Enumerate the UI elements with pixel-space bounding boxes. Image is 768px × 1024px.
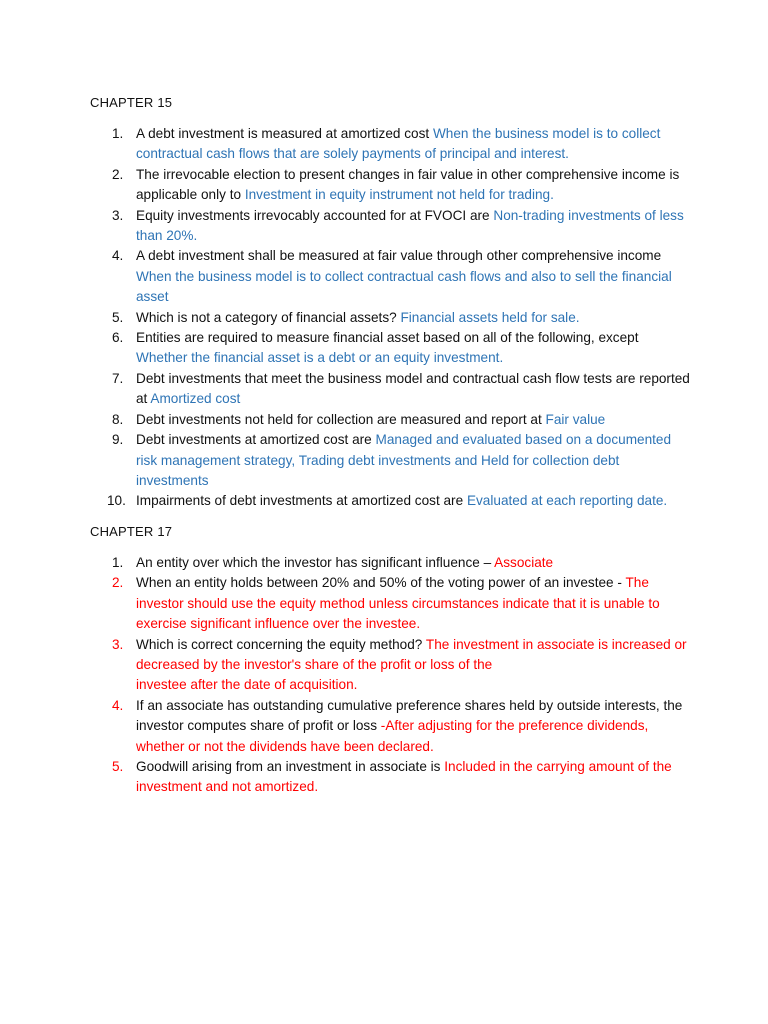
question-text: An entity over which the investor has significant influence – <box>136 555 495 570</box>
item-number: 6. <box>112 330 124 346</box>
item-number: 3. <box>112 636 124 652</box>
item-number: 4. <box>112 697 124 713</box>
list-item <box>90 696 690 757</box>
item-number: 2. <box>112 575 124 591</box>
answer-text: Evaluated at each reporting date. <box>466 493 668 509</box>
list-item <box>90 369 690 410</box>
question-text: Debt investments that meet the business model and contractual cash flow tests are reported at <box>136 370 690 407</box>
item-number: 1. <box>112 126 124 141</box>
answer-text: When the business model is to collect contractual cash flows and also to sell the financial asset <box>136 268 672 305</box>
list-item <box>90 757 690 798</box>
question-text: When an entity holds between 20% and 50% of the voting power of an investee - <box>136 575 626 591</box>
list-item <box>90 165 690 206</box>
answer-text: Whether the financial asset is a debt or an equity investment. <box>136 350 504 366</box>
list-item <box>90 206 690 247</box>
question-text: Equity investments irrevocably accounted for at FVOCI are <box>136 207 494 223</box>
question-text: Entities are required to measure financial asset based on all of the following, except <box>136 330 639 346</box>
item-number: 8. <box>112 411 124 427</box>
answer-text: -After adjusting for the preference dividends, whether or not the dividends have been declared. <box>136 718 649 754</box>
list-item <box>90 124 690 165</box>
question-text: The irrevocable election to present changes in fair value in other comprehensive income is applicable only to <box>136 166 680 203</box>
question-text: Goodwill arising from an investment in associate is <box>136 759 445 775</box>
answer-text: When the business model is to collect contractual cash flows that are solely payments of principal and interest. <box>136 126 661 162</box>
answer-text: Amortized cost <box>150 391 241 407</box>
item-number: 3. <box>112 207 124 223</box>
list-item <box>90 328 690 369</box>
answer-text: Associate <box>494 555 554 570</box>
list-item <box>90 573 690 634</box>
item-number: 10. <box>107 493 126 509</box>
answer-text: The investment in associate is increased or decreased by the investor's share of the profit or loss of the <box>136 636 687 673</box>
answer-text: Investment in equity instrument not held for trading. <box>244 187 554 203</box>
list-item <box>90 410 690 430</box>
item-number: 5. <box>112 309 124 325</box>
chapter-17-list <box>90 553 690 798</box>
chapter-15-heading: CHAPTER 15 <box>90 95 173 110</box>
chapter-17-heading: CHAPTER 17 <box>90 524 173 539</box>
item-number: 4. <box>112 248 124 264</box>
question-text: Impairments of debt investments at amortized cost are <box>136 493 467 509</box>
list-item <box>90 430 690 491</box>
question-text: A debt investment shall be measured at fair value through other comprehensive income <box>136 248 662 264</box>
list-item <box>90 491 690 511</box>
question-text: Debt investments at amortized cost are <box>136 432 376 448</box>
chapter-15-list <box>90 124 690 512</box>
answer-text-continued: investee after the date of acquisition. <box>136 677 358 693</box>
item-number: 1. <box>112 555 124 570</box>
item-number: 7. <box>112 370 124 386</box>
answer-text: The investor should use the equity method unless circumstances indicate that it is unable to exercise significant influence over the investee. <box>136 575 660 632</box>
question-text: Which is correct concerning the equity method? <box>136 636 426 652</box>
question-text: A debt investment is measured at amortized cost <box>136 126 433 141</box>
list-item <box>90 308 690 328</box>
question-text: If an associate has outstanding cumulative preference shares held by outside interests, the investor computes share of profit or loss <box>136 697 683 734</box>
list-item <box>90 246 690 307</box>
answer-text: Managed and evaluated based on a documented risk management strategy, Trading debt investments and Held for collection debt investments <box>136 432 672 488</box>
answer-text: Financial assets held for sale. <box>400 309 580 325</box>
question-text: Which is not a category of financial assets? <box>136 309 401 325</box>
answer-text: Fair value <box>545 411 606 427</box>
list-item <box>90 635 690 696</box>
item-number: 2. <box>112 166 124 182</box>
item-number: 9. <box>112 432 124 448</box>
question-text: Debt investments not held for collection are measured and report at <box>136 411 546 427</box>
answer-text: Included in the carrying amount of the investment and not amortized. <box>136 759 672 795</box>
list-item <box>90 553 690 573</box>
answer-text: Non-trading investments of less than 20%. <box>136 207 684 244</box>
item-number: 5. <box>112 759 124 775</box>
